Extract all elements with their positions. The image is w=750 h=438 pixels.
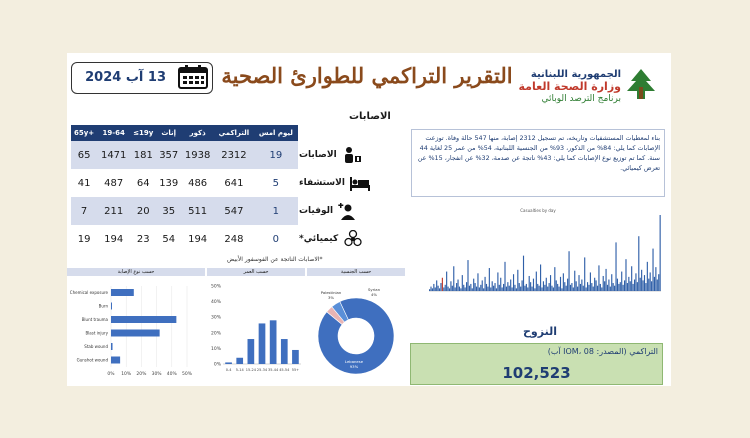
bar (510, 280, 511, 291)
bar (455, 287, 456, 291)
bar (465, 287, 466, 291)
bar (432, 288, 433, 291)
bar (503, 284, 504, 291)
table-cell: 35 (156, 197, 181, 225)
bar (590, 272, 591, 291)
bar (457, 280, 458, 291)
bar (574, 271, 575, 291)
bar (522, 280, 523, 291)
x-tick-label: 35-44 (268, 368, 279, 372)
col-header: ذكور (181, 125, 214, 141)
row-label-injuries (299, 141, 374, 169)
bar (111, 330, 160, 337)
bar (549, 283, 550, 291)
age-svg (207, 276, 305, 383)
x-tick-label: 10% (121, 372, 132, 377)
slice-value: 3% (327, 295, 335, 300)
col-header: 65y+ (71, 125, 97, 141)
bar (597, 286, 598, 291)
category-label: Stab wound (84, 344, 108, 349)
bar (593, 287, 594, 291)
bar (433, 284, 434, 291)
bar (583, 286, 584, 291)
bar (519, 283, 520, 291)
table-cell: 641 (214, 169, 254, 197)
bar (618, 284, 619, 291)
bar (628, 277, 629, 291)
bar (529, 276, 530, 291)
x-tick-label: 25-34 (256, 368, 268, 372)
bar (613, 283, 614, 291)
category-label: Gunshot wound (76, 357, 108, 363)
bar (524, 286, 525, 291)
bar (490, 287, 491, 291)
category-label: Blast injury (85, 330, 108, 336)
table-cell: 19 (254, 141, 298, 169)
bar (554, 267, 555, 291)
bar (527, 287, 528, 291)
bar (469, 286, 470, 291)
table-cell: 20 (130, 197, 156, 225)
x-tick-label: 30% (151, 372, 162, 377)
x-tick-label: 0-4 (225, 368, 232, 372)
displacement-title: النزوح (523, 325, 557, 338)
bar (556, 280, 557, 291)
x-tick-label: 40% (166, 372, 177, 377)
bar (660, 215, 661, 291)
bar (647, 262, 648, 291)
bar (603, 276, 604, 291)
age-chart (207, 268, 305, 383)
table-row (71, 225, 298, 253)
bar (442, 278, 443, 291)
table-cell: 23 (130, 225, 156, 253)
bar (652, 249, 653, 291)
table-cell: 194 (181, 225, 214, 253)
bar (633, 284, 634, 291)
bar (587, 282, 588, 291)
displacement-label: التراكمي (المصدر: IOM، 08 آب) (547, 347, 658, 356)
bar (600, 284, 601, 291)
bar (531, 287, 532, 291)
injured-person-icon (341, 146, 363, 164)
report-date: 13 آب 2024 (85, 70, 166, 85)
injury-type-chart (67, 268, 205, 383)
table-cell: 211 (97, 197, 130, 225)
date-box (71, 62, 213, 94)
row-label-text: الاستشفاء (299, 178, 345, 188)
bar (655, 267, 656, 291)
bar (624, 280, 625, 291)
bar (440, 283, 441, 291)
bar (504, 262, 505, 291)
bar (638, 236, 639, 291)
x-tick-label: 0% (107, 372, 115, 377)
bar (553, 287, 554, 291)
bar (450, 281, 451, 291)
bar (547, 287, 548, 291)
bar (571, 283, 572, 291)
bar (568, 251, 569, 291)
daily-chart (411, 205, 665, 295)
bar (540, 264, 541, 291)
bar (281, 339, 288, 364)
bar (657, 280, 658, 291)
bar (576, 281, 577, 291)
bar (526, 284, 527, 291)
bar (483, 288, 484, 291)
bar (539, 286, 540, 291)
bar (462, 275, 463, 291)
table-cell: 41 (71, 169, 97, 197)
table-cell: 248 (214, 225, 254, 253)
bar (430, 287, 431, 291)
category-label: Chemical exposure (69, 290, 108, 295)
bar (520, 287, 521, 291)
table-cell: 65 (71, 141, 97, 169)
bar (608, 280, 609, 291)
bar (640, 278, 641, 291)
y-tick-label: 40% (210, 300, 221, 306)
x-tick-label: 55+ (291, 368, 300, 372)
bar (551, 286, 552, 291)
slice-value: 93% (349, 364, 359, 369)
bar (620, 282, 621, 291)
row-label-text: الوفيات (299, 206, 334, 216)
row-label-text: الاصابات (299, 150, 337, 160)
bar (596, 280, 597, 291)
bar (466, 282, 467, 291)
bar (644, 275, 645, 291)
bar (270, 320, 277, 364)
bar (499, 285, 500, 291)
x-tick-label: 20% (136, 372, 147, 377)
hospital-bed-icon (349, 174, 371, 192)
table-cell: 0 (254, 225, 298, 253)
col-header: ≤19y (130, 125, 156, 141)
chart-title: حسب العمر (207, 268, 305, 276)
col-header: 19-64 (97, 125, 130, 141)
bar (570, 285, 571, 291)
bar (446, 272, 447, 291)
bar (439, 288, 440, 291)
bar (567, 279, 568, 291)
slice-label: Palestinian (320, 290, 342, 295)
daily-chart-svg (411, 205, 665, 295)
injuries-title: الاصابات (349, 111, 391, 122)
bar (497, 272, 498, 291)
bar (486, 284, 487, 291)
bar (580, 284, 581, 291)
bar (630, 281, 631, 291)
bar (448, 287, 449, 291)
bar (507, 282, 508, 291)
bar (292, 350, 299, 364)
x-tick-label: 5-14 (235, 368, 244, 372)
bar (502, 287, 503, 291)
bar (588, 285, 589, 291)
bar (623, 285, 624, 291)
row-label-text: كيميائي* (299, 234, 339, 244)
table-header-row (71, 125, 298, 141)
bar (453, 266, 454, 291)
table-cell: 19 (71, 225, 97, 253)
injuries-table (71, 125, 298, 253)
table-cell: 54 (156, 225, 181, 253)
bar (436, 280, 437, 291)
bar (564, 282, 565, 291)
bar (449, 288, 450, 291)
bar (111, 357, 120, 364)
bar (546, 278, 547, 291)
bar (259, 323, 266, 364)
bar (586, 287, 587, 291)
bar (591, 283, 592, 291)
slice-label: Syrian (367, 287, 381, 292)
bar (533, 279, 534, 291)
bar (492, 281, 493, 291)
table-cell: 1471 (97, 141, 130, 169)
slice-label: Lebanese (344, 359, 364, 364)
y-tick-label: 30% (210, 315, 221, 321)
y-tick-label: 50% (210, 284, 221, 290)
bar (485, 277, 486, 291)
bar (627, 283, 628, 291)
bar (445, 285, 446, 291)
table-cell: 547 (214, 197, 254, 225)
bar (598, 265, 599, 291)
bar (537, 284, 538, 291)
chart-title: Casualties by day (520, 208, 556, 213)
bar (456, 283, 457, 291)
bar (509, 286, 510, 291)
table-cell: 139 (156, 169, 181, 197)
table-cell: 2312 (214, 141, 254, 169)
bar (475, 283, 476, 291)
category-label: Burn (98, 303, 108, 309)
bar (581, 280, 582, 291)
chart-title: حسب الجنسية (307, 268, 405, 276)
bar (611, 274, 612, 291)
ministry-line1: الجمهورية اللبنانية (530, 69, 621, 80)
bar (443, 287, 444, 291)
ministry-line2: وزارة الصحة العامة (518, 80, 621, 93)
table-cell: 1 (254, 197, 298, 225)
bar (435, 287, 436, 291)
col-header: التراكمي (214, 125, 254, 141)
y-tick-label: 10% (210, 346, 221, 352)
bar (559, 287, 560, 291)
bar (578, 275, 579, 291)
bar (111, 289, 134, 296)
bar (429, 289, 430, 291)
bar (634, 280, 635, 291)
calendar-icon (178, 65, 208, 89)
bar (610, 287, 611, 291)
table-cell: 181 (130, 141, 156, 169)
chart-title: حسب نوع الإصابة (67, 268, 205, 276)
displacement-box (410, 343, 663, 385)
bar (516, 288, 517, 291)
bar (544, 285, 545, 291)
ministry-logo-icon (623, 67, 659, 101)
bar (651, 281, 652, 291)
bar (476, 287, 477, 291)
table-cell: 64 (130, 169, 156, 197)
bar (479, 287, 480, 291)
bar (506, 287, 507, 291)
bar (523, 256, 524, 291)
bar (605, 269, 606, 291)
bar (607, 285, 608, 291)
bar (577, 287, 578, 291)
bar (482, 280, 483, 291)
bar (111, 303, 112, 310)
bar (625, 259, 626, 291)
summary-text: بناء لمعطيات المستشفيات وتاريخه، تم تسجيل 2312 إصابة، منها 547 حالة وفاة. توزعت الإصابات كما يلي: 84% من الذكور، 93% من الجنسية اللبنانية، 54% من عمر 25 لغاية 44 سنة. كما تم توزيع نوع الإصابات كما يلي: 43% ناتجة عن صدمة، 32% عن انفجار، 15% عن تعرض كيميائي. (411, 129, 665, 197)
bar (604, 281, 605, 291)
bar (248, 339, 255, 364)
bar (563, 273, 564, 291)
bar (111, 343, 113, 350)
bar (648, 279, 649, 291)
table-cell: 511 (181, 197, 214, 225)
bar (550, 275, 551, 291)
bar (645, 283, 646, 291)
bar (477, 273, 478, 291)
table-cell: 1938 (181, 141, 214, 169)
ministry-line3: برنامج الترصد الوبائي (541, 94, 621, 104)
bar (111, 316, 176, 323)
bar (631, 266, 632, 291)
bar (500, 278, 501, 291)
bar (650, 272, 651, 291)
bar (534, 288, 535, 291)
col-header: ليوم امس (254, 125, 298, 141)
bar (584, 257, 585, 291)
table-cell: 7 (71, 197, 97, 225)
report-title: التقرير التراكمي للطوارئ الصحية (221, 63, 513, 88)
bar (637, 282, 638, 291)
bar (614, 286, 615, 291)
injury-type-svg (67, 276, 205, 383)
row-label-deaths (299, 197, 374, 225)
bar (472, 288, 473, 291)
bar (489, 268, 490, 291)
x-tick-label: 50% (181, 372, 193, 377)
bar (236, 358, 243, 364)
bar (536, 272, 537, 291)
chemical-icon (342, 230, 364, 248)
bar (615, 242, 616, 291)
bar (470, 284, 471, 291)
nationality-chart (307, 268, 405, 383)
table-footnote: *الاصابات الناتجة عن الفوسفور الأبيض (227, 256, 323, 263)
bar (452, 286, 453, 291)
bar (635, 273, 636, 291)
bar (601, 287, 602, 291)
bar (473, 279, 474, 291)
bar (487, 287, 488, 291)
bar (654, 277, 655, 291)
bar (438, 286, 439, 291)
category-label: Blunt trauma (81, 317, 108, 322)
bar (641, 270, 642, 291)
ministry-name (519, 69, 622, 105)
report-card (67, 53, 671, 386)
slice-value: 4% (370, 292, 378, 297)
bar (594, 278, 595, 291)
bar (573, 287, 574, 291)
y-tick-label: 20% (210, 331, 221, 337)
bar (541, 287, 542, 291)
bar (543, 281, 544, 291)
table-row (71, 197, 298, 225)
bar (496, 288, 497, 291)
bar (512, 287, 513, 291)
bar (561, 288, 562, 291)
table-cell: 5 (254, 169, 298, 197)
table-cell: 357 (156, 141, 181, 169)
bar (642, 280, 643, 291)
bar (493, 286, 494, 291)
row-labels (299, 141, 374, 253)
y-tick-label: 0% (213, 362, 221, 368)
bar (494, 283, 495, 291)
bar (460, 288, 461, 291)
bar (617, 279, 618, 291)
table-cell: 487 (97, 169, 130, 197)
bar (557, 284, 558, 291)
table-row (71, 141, 298, 169)
bar (467, 260, 468, 291)
bar (514, 285, 515, 291)
table-cell: 194 (97, 225, 130, 253)
col-header: إناث (156, 125, 181, 141)
table-row (71, 169, 298, 197)
x-tick-label: 45-54 (279, 368, 290, 372)
bar (621, 272, 622, 291)
bar (566, 286, 567, 291)
nationality-svg (307, 276, 405, 383)
bar (517, 270, 518, 291)
bar (463, 285, 464, 291)
table-cell: 486 (181, 169, 214, 197)
displacement-value: 102,523 (502, 364, 571, 382)
deceased-person-icon (337, 202, 359, 220)
bar (225, 362, 232, 364)
bar (480, 285, 481, 291)
bar (459, 287, 460, 291)
row-label-chemical (299, 225, 374, 253)
row-label-hospitalization (299, 169, 374, 197)
x-tick-label: 15-24 (245, 368, 256, 372)
bar (560, 277, 561, 291)
bar (530, 282, 531, 291)
bar (513, 274, 514, 291)
bar (658, 274, 659, 291)
